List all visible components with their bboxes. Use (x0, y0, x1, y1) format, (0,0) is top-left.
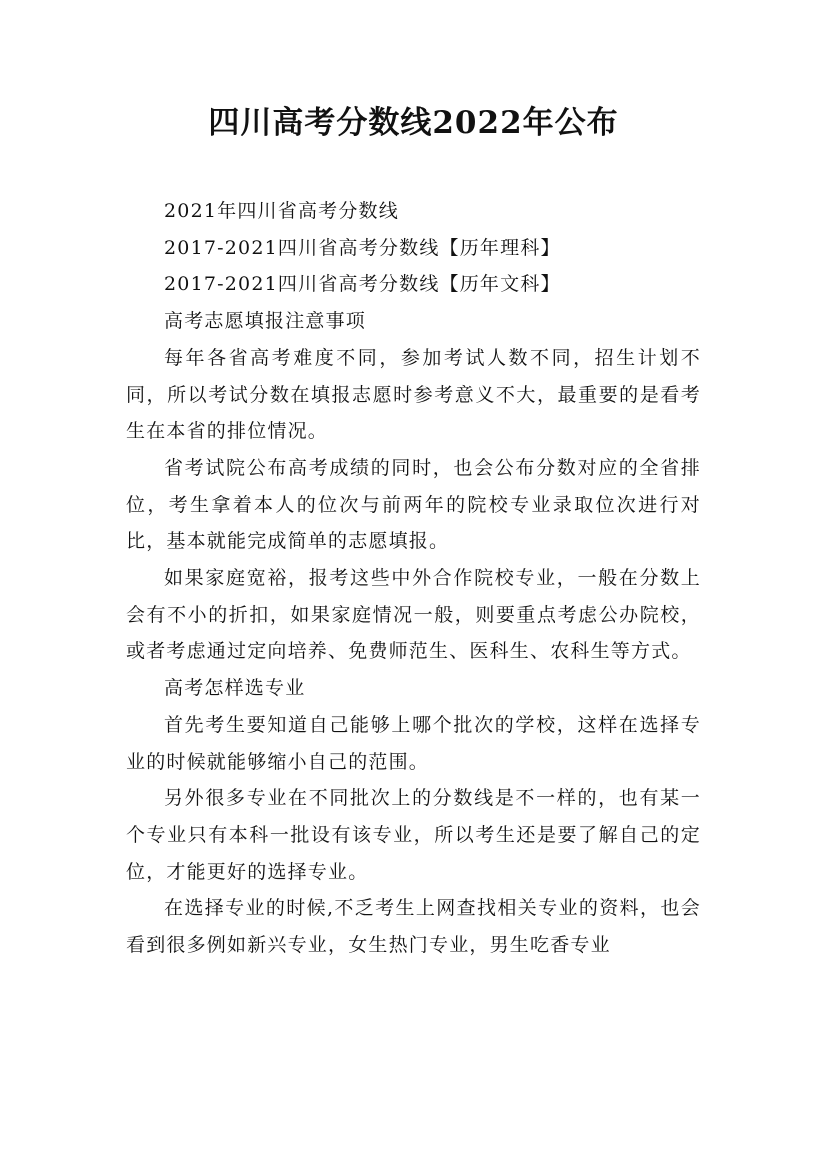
paragraph-science-history: 2017-2021四川省高考分数线【历年理科】 (164, 236, 561, 259)
paragraph: 如果家庭宽裕，报考这些中外合作院校专业，一般在分数上会有不小的折扣，如果家庭情况一般，则要重点考虑公办院校，或者考虑通过定向培养、免费师范生、医科生、农科生等方式。 (126, 567, 701, 663)
section-heading-choose-major: 高考怎样选专业 (164, 677, 306, 700)
paragraph-2021-score-line: 2021年四川省高考分数线 (164, 200, 399, 222)
paragraph-arts-history: 2017-2021四川省高考分数线【历年文科】 (164, 273, 561, 296)
document-body (126, 193, 701, 964)
paragraph: 省考试院公布高考成绩的同时，也会公布分数对应的全省排位，考生拿着本人的位次与前两年的院校专业录取位次进行对比，基本就能完成简单的志愿填报。 (126, 456, 701, 553)
document-title: 四川高考分数线2022年公布 (208, 105, 619, 141)
section-heading-application-notes: 高考志愿填报注意事项 (164, 310, 367, 333)
paragraph: 每年各省高考难度不同，参加考试人数不同，招生计划不同，所以考试分数在填报志愿时参考意义不大，最重要的是看考生在本省的排位情况。 (126, 346, 701, 443)
paragraph: 首先考生要知道自己能够上哪个批次的学校，这样在选择专业的时候就能够缩小自己的范围。 (126, 713, 701, 773)
paragraph: 另外很多专业在不同批次上的分数线是不一样的，也有某一个专业只有本科一批设有该专业，所以考生还是要了解自己的定位，才能更好的选择专业。 (126, 787, 701, 883)
paragraph: 在选择专业的时候,不乏考生上网查找相关专业的资料，也会看到很多例如新兴专业，女生热门专业，男生吃香专业 (126, 897, 701, 957)
